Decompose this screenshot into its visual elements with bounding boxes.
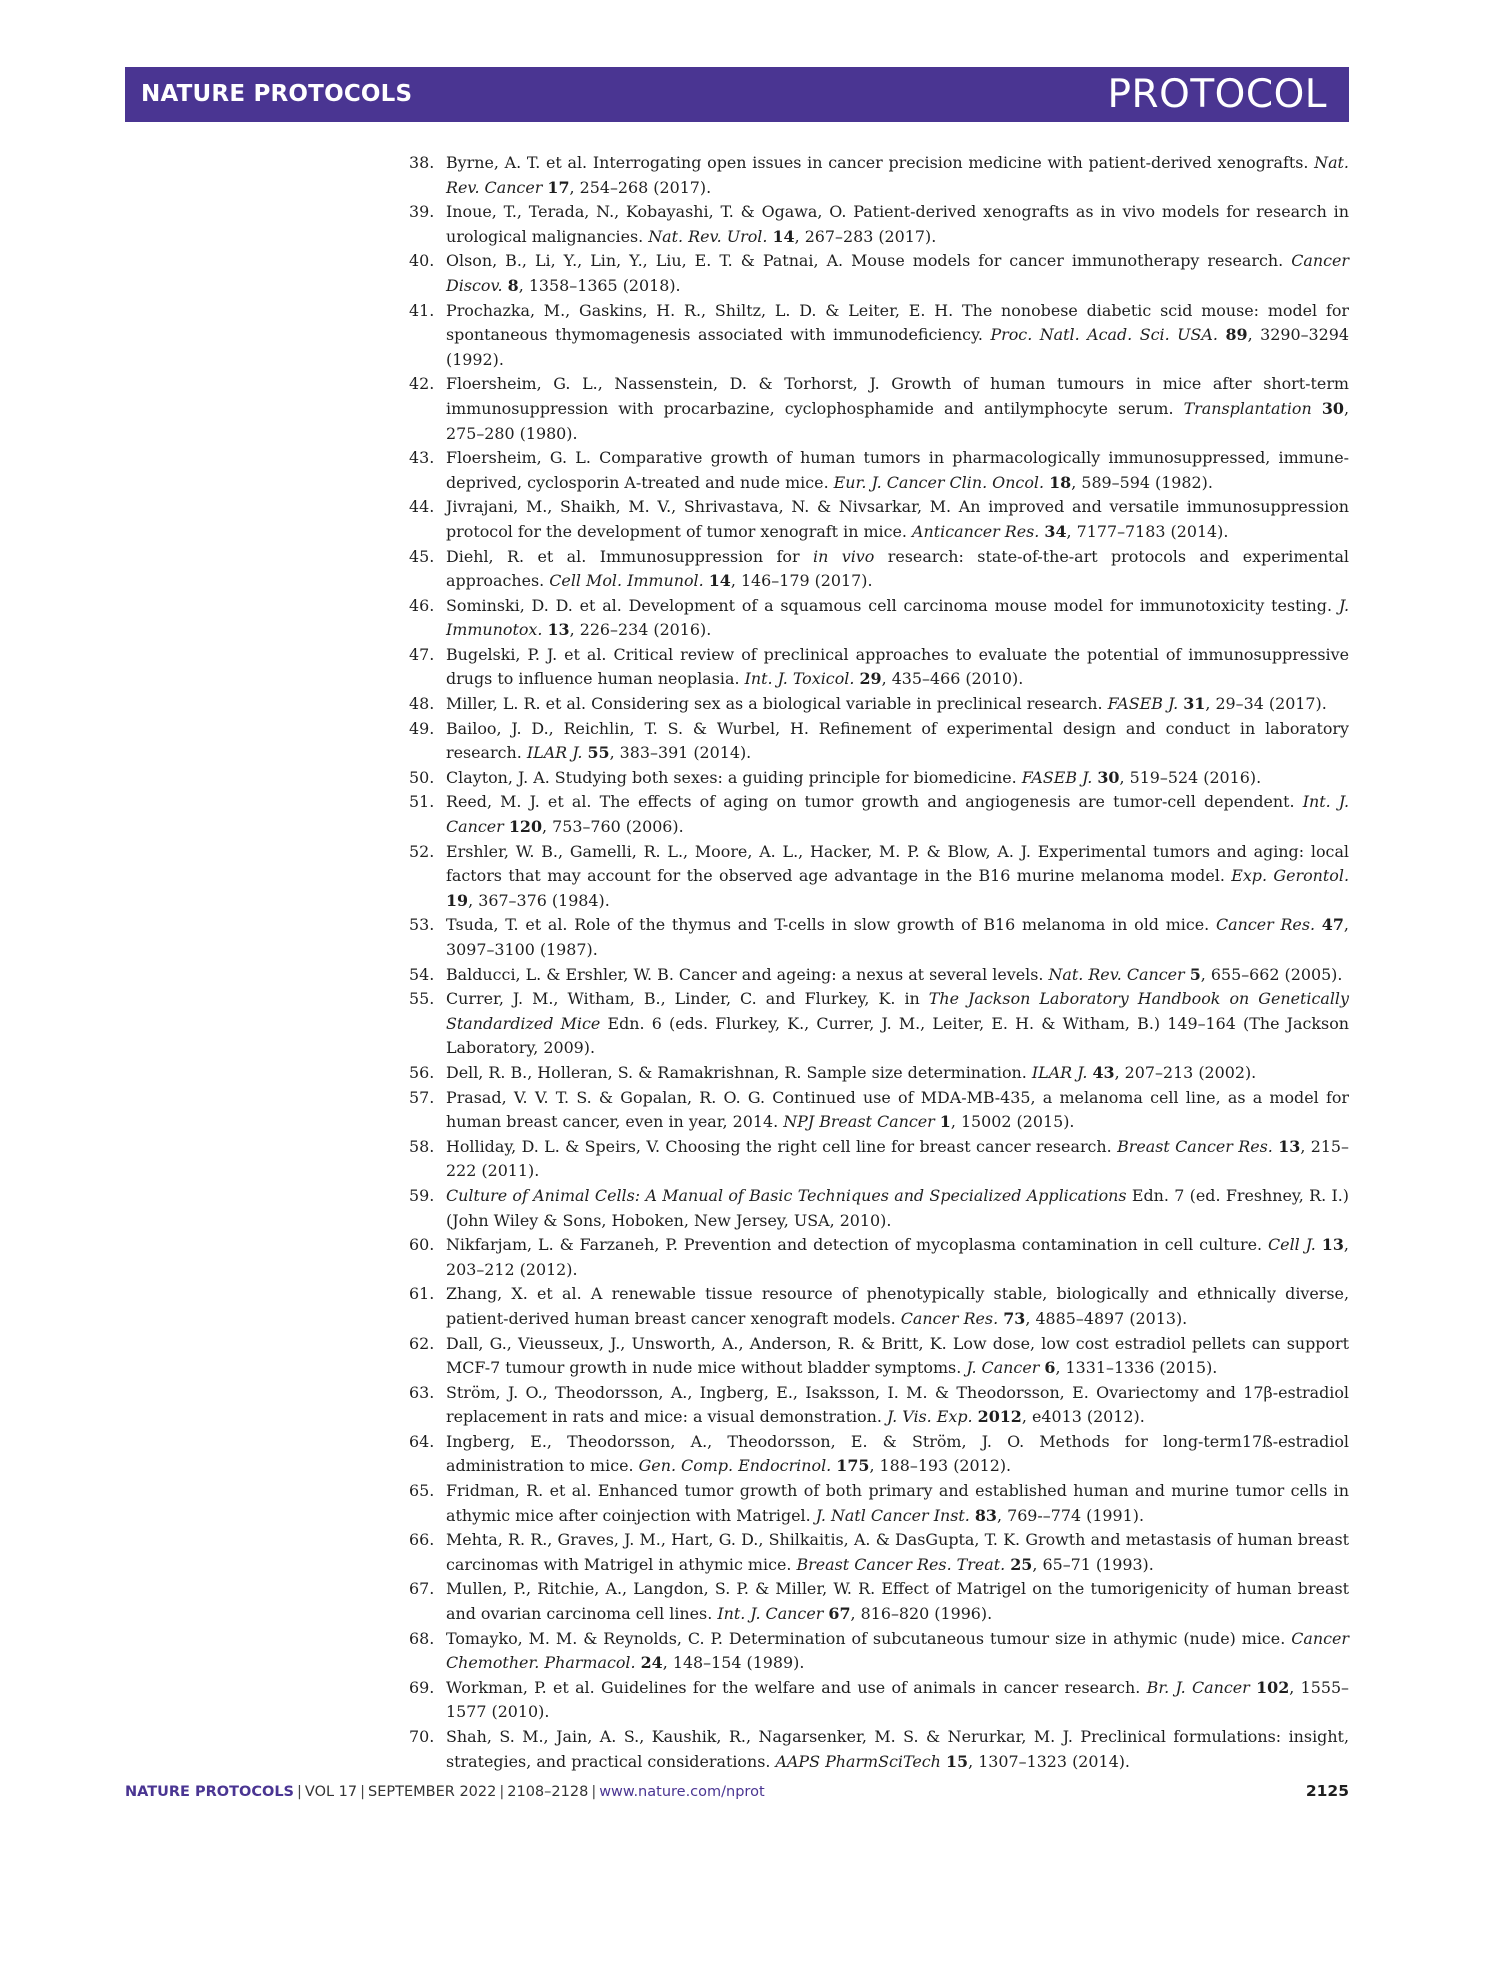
reference-item (409, 717, 1349, 766)
reference-text: Miller, L. R. et al. Considering sex as a biological variable in preclinical research. (446, 694, 1108, 714)
reference-text: , 3097–3100 (1987). (446, 915, 1349, 959)
reference-text: , 65–71 (1993). (1032, 1554, 1154, 1574)
reference-journal-title: J. Natl Cancer Inst. (815, 1505, 970, 1525)
reference-item (409, 766, 1349, 791)
footer-separator: | (499, 1784, 505, 1800)
reference-journal-title: Nat. Rev. Cancer (1048, 964, 1185, 984)
reference-journal-title: Cancer Res. (1215, 915, 1316, 935)
footer-page-range: 2108–2128 (507, 1784, 589, 1800)
reference-text: , 753–760 (2006). (542, 817, 684, 837)
reference-item (409, 913, 1349, 962)
reference-number: 61. (409, 1284, 435, 1304)
reference-volume: 2012 (977, 1407, 1022, 1427)
reference-number: 59. (409, 1185, 435, 1205)
reference-number: 43. (409, 448, 435, 468)
journal-header-bar (125, 67, 1349, 122)
reference-item (409, 299, 1349, 373)
reference-number: 39. (409, 202, 435, 222)
reference-journal-title: Nat. Rev. Urol. (648, 226, 768, 246)
reference-item (409, 594, 1349, 643)
reference-text: Fridman, R. et al. Enhanced tumor growth of both primary and established human and murine tumor cells in athymic mice after coinjection with Matrigel. (446, 1481, 1349, 1525)
reference-text: , 816–820 (1996). (850, 1604, 993, 1624)
reference-text: , 383–391 (2014). (609, 743, 752, 763)
reference-item (409, 963, 1349, 988)
reference-text: Inoue, T., Terada, N., Kobayashi, T. & Ogawa, O. Patient-derived xenografts as in vivo models for research in urological malignancies. (446, 202, 1349, 246)
reference-volume: 5 (1189, 964, 1201, 984)
reference-text: , 769-–774 (1991). (996, 1505, 1145, 1525)
reference-journal-title: Cancer Res. (900, 1308, 999, 1328)
reference-text: Workman, P. et al. Guidelines for the welfare and use of animals in cancer research. (446, 1677, 1147, 1697)
reference-item (409, 643, 1349, 692)
reference-journal-title: Cancer Chemother. Pharmacol. (446, 1628, 1349, 1673)
reference-journal-title: FASEB J. (1021, 767, 1093, 787)
reference-text: , 1331–1336 (2015). (1055, 1358, 1218, 1378)
reference-number: 64. (409, 1431, 435, 1451)
reference-number: 47. (409, 644, 435, 664)
reference-text: Sominski, D. D. et al. Development of a squamous cell carcinoma mouse model for immunotoxicity testing. (446, 595, 1339, 615)
reference-text: , 3290–3294 (1992). (446, 325, 1349, 369)
reference-number: 56. (409, 1062, 435, 1082)
reference-volume: 13 (1278, 1136, 1301, 1156)
reference-text: Currer, J. M., Witham, B., Linder, C. and Flurkey, K. in (446, 989, 929, 1009)
reference-journal-title: Cell J. (1268, 1235, 1316, 1255)
reference-volume: 30 (1097, 767, 1120, 787)
reference-item (409, 1135, 1349, 1184)
reference-volume: 17 (547, 177, 570, 197)
reference-text: Holliday, D. L. & Speirs, V. Choosing the right cell line for breast cancer research. (446, 1136, 1118, 1156)
reference-journal-title: FASEB J. (1107, 694, 1179, 714)
reference-journal-title: Breast Cancer Res. Treat. (796, 1554, 1006, 1574)
reference-text: Balducci, L. & Ershler, W. B. Cancer and ageing: a nexus at several levels. (446, 964, 1049, 984)
reference-journal-title: Breast Cancer Res. (1117, 1136, 1273, 1156)
footer-volume: VOL 17 (304, 1784, 358, 1800)
reference-volume: 13 (1321, 1235, 1344, 1255)
reference-number: 42. (409, 374, 435, 394)
reference-text: , 15002 (2015). (950, 1112, 1075, 1132)
reference-text: Dall, G., Vieusseux, J., Unsworth, A., Anderson, R. & Britt, K. Low dose, low cost estradiol pellets can support MCF-7 tumour growth in nude mice without bladder symptoms. (446, 1333, 1349, 1378)
reference-item (409, 692, 1349, 717)
reference-item (409, 1332, 1349, 1381)
reference-volume: 47 (1321, 915, 1344, 935)
reference-text: research: state-of-the-art protocols and experimental approaches. (446, 546, 1349, 591)
reference-number: 50. (409, 767, 435, 787)
reference-item (409, 1528, 1349, 1577)
reference-text: , 655–662 (2005). (1200, 964, 1343, 984)
reference-text: Mehta, R. R., Graves, J. M., Hart, G. D., Shilkaitis, A. & DasGupta, T. K. Growth and metastasis of human breast carcinomas with Matrigel in athymic mice. (446, 1530, 1349, 1574)
reference-text: Jivrajani, M., Shaikh, M. V., Shrivastava, N. & Nivsarkar, M. An improved and versatile immunosuppression protocol for the development of tumor xenograft in mice. (446, 497, 1349, 541)
article-type-label: PROTOCOL (1107, 72, 1327, 117)
reference-number: 62. (409, 1333, 435, 1353)
reference-item (409, 1282, 1349, 1331)
reference-text: Tsuda, T. et al. Role of the thymus and T-cells in slow growth of B16 melanoma in old mice. (446, 915, 1216, 935)
reference-journal-title: J. Vis. Exp. (887, 1407, 973, 1427)
reference-text: , 188–193 (2012). (869, 1456, 1012, 1476)
reference-text: , 275–280 (1980). (446, 398, 1349, 443)
reference-text: Nikfarjam, L. & Farzaneh, P. Prevention and detection of mycoplasma contamination in cell culture. (446, 1235, 1268, 1255)
reference-volume: 30 (1321, 398, 1344, 418)
reference-number: 65. (409, 1481, 435, 1501)
reference-journal-title: ILAR J. (1031, 1062, 1088, 1082)
reference-item (409, 1430, 1349, 1479)
reference-number: 49. (409, 718, 435, 738)
reference-text: Prochazka, M., Gaskins, H. R., Shiltz, L. D. & Leiter, E. H. The nonobese diabetic scid mouse: model for spontaneous thymomagenesis associated with immunodeficiency. (446, 300, 1349, 345)
footer-journal-name: NATURE PROTOCOLS (125, 1784, 295, 1800)
reference-journal-title: Eur. J. Cancer Clin. Oncol. (833, 472, 1045, 492)
reference-text: Bailoo, J. D., Reichlin, T. S. & Wurbel, H. Refinement of experimental design and conduct in laboratory research. (446, 718, 1349, 763)
footer-date: SEPTEMBER 2022 (368, 1784, 497, 1800)
reference-volume: 102 (1256, 1677, 1290, 1697)
reference-journal-title: J. Cancer (966, 1358, 1040, 1378)
reference-text: Diehl, R. et al. Immunosuppression for (446, 546, 813, 566)
reference-text: , 254–268 (2017). (569, 177, 712, 197)
reference-text: Mullen, P., Ritchie, A., Langdon, S. P. & Miller, W. R. Effect of Matrigel on the tumorigenicity of human breast and ovarian carcinoma cell lines. (446, 1579, 1349, 1624)
reference-text: , 29–34 (2017). (1205, 694, 1327, 714)
reference-text: , 215–222 (2011). (446, 1136, 1349, 1181)
reference-volume: 73 (1003, 1308, 1026, 1328)
reference-text: , e4013 (2012). (1021, 1407, 1145, 1427)
reference-journal-title: Int. J. Cancer (717, 1604, 824, 1624)
reference-item (409, 1086, 1349, 1135)
reference-journal-title: Culture of Animal Cells: A Manual of Basic Techniques and Specialized Applications (446, 1185, 1127, 1205)
reference-text: , 1307–1323 (2014). (968, 1751, 1130, 1771)
reference-item (409, 1577, 1349, 1626)
page-footer (125, 1784, 765, 1800)
reference-number: 57. (409, 1087, 435, 1107)
reference-text: , 148–154 (1989). (662, 1653, 805, 1673)
reference-number: 55. (409, 989, 435, 1009)
reference-volume: 24 (640, 1653, 663, 1673)
reference-number: 44. (409, 497, 435, 517)
reference-item (409, 151, 1349, 200)
reference-volume: 14 (772, 226, 795, 246)
reference-text: , 1555–1577 (2010). (446, 1677, 1349, 1722)
reference-volume: 55 (587, 743, 610, 763)
reference-item (409, 372, 1349, 446)
reference-number: 38. (409, 153, 435, 172)
reference-item (409, 1627, 1349, 1676)
reference-text: Edn. 6 (eds. Flurkey, K., Currer, J. M., Leiter, E. H. & Witham, B.) 149–164 (The Jackson Laboratory, 2009). (446, 1013, 1349, 1058)
reference-item (409, 495, 1349, 544)
reference-item (409, 790, 1349, 839)
reference-text: Ingberg, E., Theodorsson, A., Theodorsson, E. & Ström, J. O. Methods for long-term17ß-estradiol administration to mice. (446, 1431, 1349, 1476)
reference-item (409, 1479, 1349, 1528)
reference-number: 40. (409, 251, 435, 271)
reference-text: Floersheim, G. L., Nassenstein, D. & Torhorst, J. Growth of human tumours in mice after short-term immunosuppression with procarbazine, cyclophosphamide and antilymphocyte serum. (446, 374, 1349, 418)
reference-text: , 7177–7183 (2014). (1066, 521, 1229, 541)
reference-number: 69. (409, 1677, 435, 1697)
reference-number: 53. (409, 915, 435, 935)
reference-journal-title: Int. J. Cancer (446, 792, 1349, 837)
reference-item (409, 1233, 1349, 1282)
reference-volume: 89 (1225, 325, 1248, 345)
reference-journal-title: Cancer Discov. (446, 251, 1349, 295)
footer-journal-link[interactable]: www.nature.com/nprot (599, 1784, 765, 1800)
reference-volume: 34 (1044, 521, 1067, 541)
reference-journal-title: Anticancer Res. (912, 521, 1040, 541)
reference-item (409, 987, 1349, 1061)
reference-item (409, 446, 1349, 495)
reference-number: 66. (409, 1530, 435, 1550)
reference-text: , 435–466 (2010). (881, 669, 1024, 689)
reference-text: , 519–524 (2016). (1119, 767, 1262, 787)
reference-text: , 267–283 (2017). (794, 226, 937, 246)
reference-item (409, 249, 1349, 298)
reference-text: Zhang, X. et al. A renewable tissue resource of phenotypically stable, biologically and ethnically diverse, patient-derived human breast cancer xenograft models. (446, 1284, 1349, 1328)
reference-item (409, 200, 1349, 249)
reference-volume: 120 (508, 817, 543, 837)
reference-text: Clayton, J. A. Studying both sexes: a guiding principle for biomedicine. (446, 767, 1022, 787)
reference-text (1312, 399, 1322, 418)
reference-volume: 31 (1183, 694, 1206, 714)
reference-number: 58. (409, 1136, 435, 1156)
reference-text: Prasad, V. V. T. S. & Gopalan, R. O. G. Continued use of MDA-MB-435, a melanoma cell line, as a model for human breast cancer, even in year, 2014. (446, 1087, 1349, 1132)
journal-name: NATURE PROTOCOLS (141, 81, 413, 107)
reference-item (409, 1676, 1349, 1725)
reference-journal-title: Exp. Gerontol. (1231, 866, 1349, 886)
reference-text: Reed, M. J. et al. The effects of aging on tumor growth and angiogenesis are tumor-cell dependent. (446, 792, 1303, 812)
reference-journal-title: AAPS PharmSciTech (775, 1751, 941, 1771)
reference-text: Shah, S. M., Jain, A. S., Kaushik, R., Nagarsenker, M. S. & Nerurkar, M. J. Preclinical formulations: insight, strategies, and practical considerations. (446, 1727, 1349, 1771)
reference-volume: 29 (859, 669, 882, 689)
reference-text: Tomayko, M. M. & Reynolds, C. P. Determination of subcutaneous tumour size in athymic (nude) mice. (446, 1628, 1292, 1648)
reference-number: 70. (409, 1727, 435, 1746)
reference-text: Dell, R. B., Holleran, S. & Ramakrishnan, R. Sample size determination. (446, 1062, 1032, 1082)
reference-text: , 1358–1365 (2018). (518, 275, 681, 295)
reference-item (409, 840, 1349, 914)
reference-number: 63. (409, 1382, 435, 1402)
reference-volume: 43 (1092, 1062, 1115, 1082)
reference-number: 68. (409, 1628, 435, 1648)
reference-text: , 203–212 (2012). (446, 1235, 1349, 1279)
reference-journal-title: Proc. Natl. Acad. Sci. USA. (990, 325, 1218, 345)
reference-text: Edn. 7 (ed. Freshney, R. I.) (John Wiley & Sons, Hoboken, New Jersey, USA, 2010). (446, 1185, 1349, 1230)
reference-journal-title: NPJ Breast Cancer (783, 1112, 935, 1132)
footer-separator: | (591, 1784, 597, 1800)
reference-number: 51. (409, 792, 435, 812)
reference-number: 67. (409, 1579, 435, 1599)
reference-text: Olson, B., Li, Y., Lin, Y., Liu, E. T. & Patnai, A. Mouse models for cancer immunotherapy research. (446, 251, 1292, 271)
reference-number: 48. (409, 694, 435, 714)
reference-journal-title: Gen. Comp. Endocrinol. (638, 1456, 832, 1476)
reference-text: , 146–179 (2017). (730, 571, 873, 591)
reference-item (409, 1061, 1349, 1086)
reference-journal-title: Cell Mol. Immunol. (549, 571, 704, 591)
reference-volume: 1 (939, 1112, 951, 1132)
reference-text: , 226–234 (2016). (569, 620, 712, 640)
page-number: 2125 (1305, 1782, 1349, 1800)
reference-number: 60. (409, 1235, 435, 1255)
reference-item (409, 1725, 1349, 1774)
reference-text: Floersheim, G. L. Comparative growth of human tumors in pharmacologically immunosuppressed, immune-deprived, cyclosporin A-treated and nude mice. (446, 448, 1349, 492)
reference-item (409, 1184, 1349, 1233)
reference-text (1315, 915, 1322, 934)
reference-volume: 15 (945, 1751, 969, 1771)
reference-volume: 18 (1049, 472, 1072, 492)
reference-volume: 8 (507, 275, 519, 295)
reference-text: , 589–594 (1982). (1071, 472, 1213, 492)
reference-journal-title: Transplantation (1183, 398, 1312, 418)
reference-journal-title: Br. J. Cancer (1146, 1677, 1250, 1697)
reference-item (409, 1381, 1349, 1430)
reference-volume: 13 (547, 620, 570, 640)
reference-volume: 19 (446, 890, 469, 910)
reference-text: , 367–376 (1984). (468, 890, 610, 910)
reference-volume: 6 (1044, 1358, 1056, 1378)
reference-text: Ström, J. O., Theodorsson, A., Ingberg, E., Isaksson, I. M. & Theodorsson, E. Ovariectomy and 17β-estradiol replacement in rats and mice: a visual demonstration. (446, 1382, 1349, 1427)
reference-volume: 83 (974, 1505, 997, 1525)
reference-list (409, 151, 1349, 1774)
reference-text: , 4885–4897 (2013). (1025, 1308, 1188, 1328)
reference-text: Bugelski, P. J. et al. Critical review of preclinical approaches to evaluate the potential of immunosuppressive drugs to influence human neoplasia. (446, 644, 1349, 689)
reference-number: 52. (409, 841, 435, 861)
reference-number: 46. (409, 595, 435, 615)
reference-number: 41. (409, 300, 435, 320)
reference-journal-title: J. Immunotox. (446, 595, 1349, 640)
reference-text: Ershler, W. B., Gamelli, R. L., Moore, A. L., Hacker, M. P. & Blow, A. J. Experimental tumors and aging: local factors that may account for the observed age advantage in the B16 murine melanoma model. (446, 841, 1349, 886)
reference-journal-title: ILAR J. (526, 743, 583, 763)
footer-separator: | (360, 1784, 366, 1800)
reference-journal-title: Int. J. Toxicol. (744, 669, 855, 689)
reference-text: , 207–213 (2002). (1114, 1062, 1257, 1082)
reference-volume: 25 (1010, 1554, 1033, 1574)
reference-number: 54. (409, 964, 435, 984)
reference-item (409, 545, 1349, 594)
reference-volume: 14 (708, 571, 731, 591)
reference-number: 45. (409, 546, 435, 566)
reference-text: Byrne, A. T. et al. Interrogating open issues in cancer precision medicine with patient-derived xenografts. (446, 153, 1315, 172)
reference-journal-title: The Jackson Laboratory Handbook on Genetically Standardized Mice (446, 989, 1349, 1033)
footer-separator: | (297, 1784, 302, 1800)
reference-volume: 67 (828, 1604, 851, 1624)
reference-journal-title: in vivo (812, 546, 875, 566)
reference-journal-title: Nat. Rev. Cancer (446, 153, 1349, 197)
reference-volume: 175 (836, 1456, 870, 1476)
